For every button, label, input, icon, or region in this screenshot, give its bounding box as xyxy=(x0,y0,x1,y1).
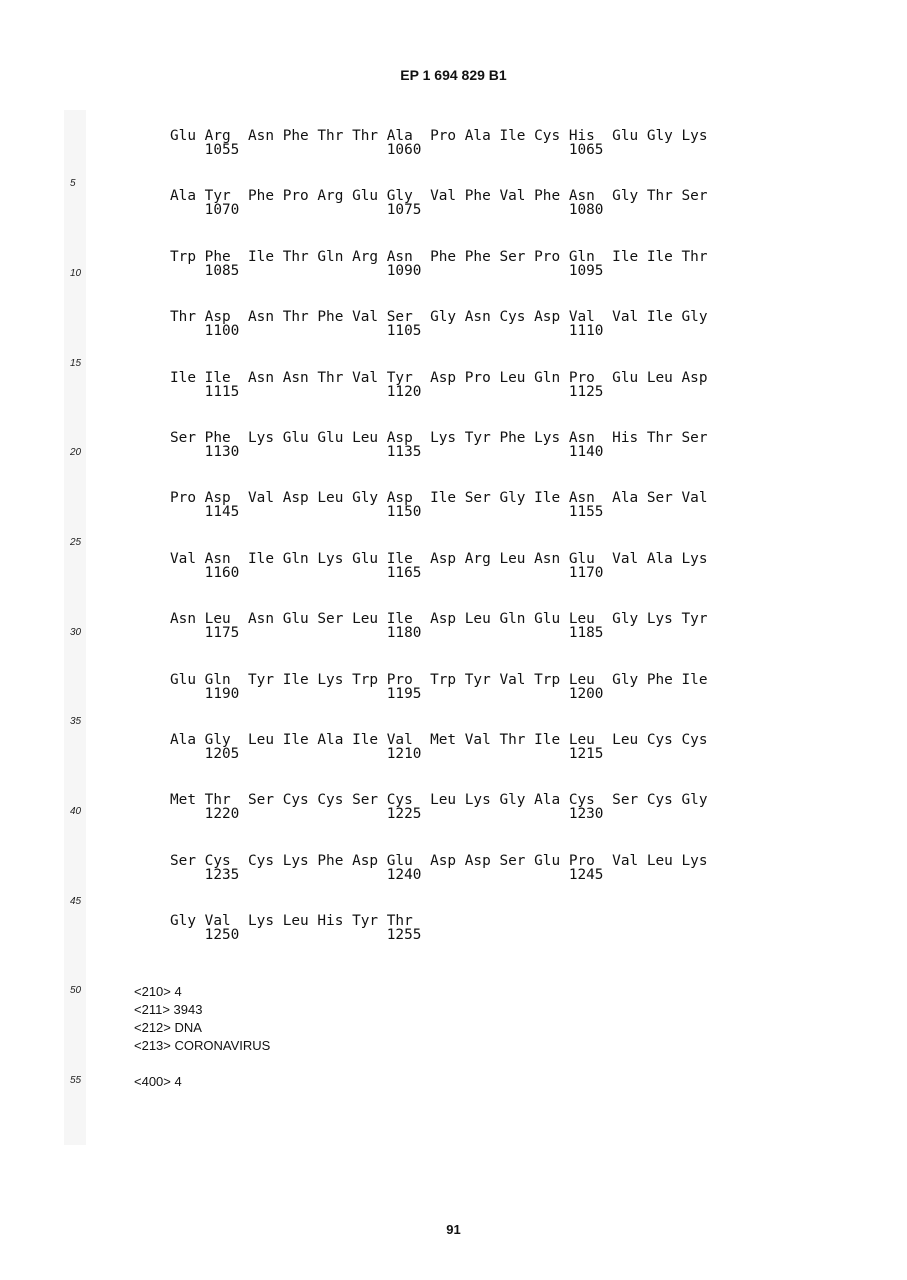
residue: Gln xyxy=(568,248,595,265)
residue: Gly xyxy=(612,611,639,628)
position-number: 1175 xyxy=(204,625,240,642)
residue: Lys xyxy=(681,852,708,869)
residue: Ser xyxy=(646,490,673,507)
residue: Gly xyxy=(352,490,379,507)
residue: Glu xyxy=(386,852,413,869)
residue: Asp xyxy=(204,309,231,326)
residue: Ile xyxy=(534,490,561,507)
residue: Asp xyxy=(430,550,457,567)
residue: Gly xyxy=(430,309,457,326)
residue: Asp xyxy=(352,852,379,869)
residue: Asp xyxy=(464,852,491,869)
position-number: 1105 xyxy=(386,323,422,340)
residue: Leu xyxy=(430,792,457,809)
position-number: 1165 xyxy=(386,564,422,581)
residue: Thr xyxy=(317,369,344,386)
position-number: 1120 xyxy=(386,383,422,400)
residue: Trp xyxy=(534,671,561,688)
residue: Tyr xyxy=(204,188,231,205)
residue: Cys xyxy=(317,792,344,809)
residue: Val xyxy=(248,490,275,507)
sequence-row xyxy=(170,611,770,645)
residue: Ile xyxy=(646,309,673,326)
position-number: 1065 xyxy=(568,142,604,158)
residue: His xyxy=(612,430,639,446)
residue: Lys xyxy=(681,550,708,567)
residue: Glu xyxy=(534,852,561,869)
residue: Lys xyxy=(317,671,344,688)
residue: Leu xyxy=(568,732,595,748)
residue: Cys xyxy=(282,792,309,809)
residue: Pro xyxy=(282,188,309,205)
position-number: 1195 xyxy=(386,685,422,702)
residue: Ile xyxy=(352,732,379,748)
residue: Cys xyxy=(646,792,673,809)
residue: Lys xyxy=(464,792,491,809)
position-number: 1185 xyxy=(568,625,604,642)
residue: Ser xyxy=(170,430,196,446)
residue: Leu xyxy=(499,550,526,567)
residue: Phe xyxy=(646,671,673,688)
position-number: 1215 xyxy=(568,746,604,762)
position-number: 1240 xyxy=(386,866,422,883)
residue: Leu xyxy=(352,430,379,446)
line-number: 20 xyxy=(70,447,82,458)
position-number: 1205 xyxy=(204,746,240,762)
seq-id-line: <210> 4 xyxy=(134,984,182,999)
residue: Val xyxy=(464,732,491,748)
residue: Leu xyxy=(646,369,673,386)
residue: Cys xyxy=(568,792,595,809)
residue: Ser xyxy=(612,792,639,809)
residue: Thr xyxy=(282,248,309,265)
residue: Ile xyxy=(681,671,708,688)
residue: Tyr xyxy=(352,913,379,930)
residue: Asp xyxy=(386,430,413,446)
residue: Gly xyxy=(612,188,639,205)
sequence-row xyxy=(170,913,770,947)
residue: Pro xyxy=(430,128,457,144)
seq-start-line: <400> 4 xyxy=(134,1074,182,1089)
residue: Ile xyxy=(248,550,275,567)
residue: Ser xyxy=(499,248,526,265)
residue: Trp xyxy=(170,248,196,265)
residue: Val xyxy=(681,490,708,507)
residue: Glu xyxy=(568,550,595,567)
sequence-row xyxy=(170,551,770,585)
residue: Asp xyxy=(534,309,561,326)
line-number: 40 xyxy=(70,806,82,817)
residue: Ile xyxy=(282,732,309,748)
residue: Glu xyxy=(352,550,379,567)
sequence-row xyxy=(170,853,770,887)
residue: Arg xyxy=(352,248,379,265)
residue: Ile xyxy=(646,248,673,265)
residue: Phe xyxy=(317,852,344,869)
residue: Val xyxy=(204,913,231,930)
residue: Lys xyxy=(282,852,309,869)
residue: Pro xyxy=(170,490,196,507)
page-header: EP 1 694 829 B1 xyxy=(400,67,507,83)
line-number: 50 xyxy=(70,985,82,996)
residue: Thr xyxy=(499,732,526,748)
position-number: 1160 xyxy=(204,564,240,581)
residue: Lys xyxy=(681,128,708,144)
residue: Ser xyxy=(248,792,275,809)
residue: Val xyxy=(352,309,379,326)
residue: Ala xyxy=(534,792,561,809)
residue: Ile xyxy=(282,671,309,688)
sequence-row xyxy=(170,490,770,524)
position-number: 1110 xyxy=(568,323,604,340)
residue: Glu xyxy=(612,369,639,386)
residue: Thr xyxy=(170,309,196,326)
residue: Glu xyxy=(170,128,196,144)
position-number: 1145 xyxy=(204,504,240,521)
residue: Gln xyxy=(204,671,231,688)
residue: Met xyxy=(430,732,457,748)
residue: Pro xyxy=(568,852,595,869)
residue: Phe xyxy=(464,248,491,265)
position-number: 1140 xyxy=(568,444,604,460)
residue: Tyr xyxy=(464,671,491,688)
residue: Ala xyxy=(464,128,491,144)
residue: Leu xyxy=(248,732,275,748)
residue: Thr xyxy=(646,430,673,446)
residue: Ala xyxy=(170,732,196,748)
position-number: 1200 xyxy=(568,685,604,702)
residue: Glu xyxy=(317,430,344,446)
residue: Lys xyxy=(317,550,344,567)
residue: His xyxy=(568,128,595,144)
residue: Phe xyxy=(282,128,309,144)
residue: Phe xyxy=(248,188,275,205)
residue: Asn xyxy=(568,430,595,446)
residue: Tyr xyxy=(681,611,708,628)
residue: Val xyxy=(499,188,526,205)
position-number: 1085 xyxy=(204,262,240,279)
sequence-row xyxy=(170,188,770,222)
residue: Gly xyxy=(386,188,413,205)
position-number: 1180 xyxy=(386,625,422,642)
position-number: 1095 xyxy=(568,262,604,279)
residue: Gly xyxy=(170,913,196,930)
residue: Ser xyxy=(499,852,526,869)
residue: Val xyxy=(612,309,639,326)
residue: Pro xyxy=(568,369,595,386)
position-number: 1075 xyxy=(386,202,422,219)
residue: Val xyxy=(352,369,379,386)
sequence-row xyxy=(170,792,770,826)
sequence-row xyxy=(170,672,770,706)
residue: Gly xyxy=(646,128,673,144)
residue: Ile xyxy=(386,611,413,628)
sequence-row xyxy=(170,249,770,283)
residue: Val xyxy=(170,550,196,567)
position-number: 1170 xyxy=(568,564,604,581)
sequence-row xyxy=(170,732,770,766)
position-number: 1220 xyxy=(204,806,240,823)
residue: Arg xyxy=(204,128,231,144)
residue: Lys xyxy=(646,611,673,628)
residue: Cys xyxy=(248,852,275,869)
residue: Glu xyxy=(612,128,639,144)
residue: Ile xyxy=(170,369,196,386)
sequence-row xyxy=(170,430,770,464)
residue: Phe xyxy=(534,188,561,205)
residue: Asn xyxy=(248,128,275,144)
residue: Leu xyxy=(464,611,491,628)
position-number: 1225 xyxy=(386,806,422,823)
residue: Cys xyxy=(646,732,673,748)
line-number: 55 xyxy=(70,1075,82,1086)
residue: Asn xyxy=(170,611,196,628)
residue: Ile xyxy=(386,550,413,567)
residue: Asn xyxy=(204,550,231,567)
residue: Ser xyxy=(464,490,491,507)
residue: Cys xyxy=(534,128,561,144)
line-number: 45 xyxy=(70,896,82,907)
position-number: 1210 xyxy=(386,746,422,762)
residue: Arg xyxy=(464,550,491,567)
residue: Asn xyxy=(534,550,561,567)
residue: Ile xyxy=(612,248,639,265)
residue: Asp xyxy=(430,852,457,869)
residue: Asn xyxy=(248,611,275,628)
page-number: 91 xyxy=(446,1222,461,1237)
residue: Gln xyxy=(282,550,309,567)
position-number: 1080 xyxy=(568,202,604,219)
residue: Asp xyxy=(386,490,413,507)
sequence-row xyxy=(170,309,770,343)
residue: Lys xyxy=(248,430,275,446)
position-number: 1070 xyxy=(204,202,240,219)
residue: Glu xyxy=(534,611,561,628)
position-number: 1130 xyxy=(204,444,240,460)
residue: Trp xyxy=(430,671,457,688)
residue: Cys xyxy=(681,732,708,748)
residue: Ser xyxy=(170,852,196,869)
line-number: 5 xyxy=(70,178,76,189)
line-number: 10 xyxy=(70,268,82,279)
position-number: 1090 xyxy=(386,262,422,279)
position-number: 1055 xyxy=(204,142,240,158)
position-number: 1125 xyxy=(568,383,604,400)
position-number: 1115 xyxy=(204,383,240,400)
residue: Pro xyxy=(534,248,561,265)
residue: Thr xyxy=(352,128,379,144)
residue: Leu xyxy=(568,611,595,628)
position-number: 1245 xyxy=(568,866,604,883)
residue: Thr xyxy=(646,188,673,205)
residue: Ile xyxy=(248,248,275,265)
residue: Cys xyxy=(204,852,231,869)
residue: Asn xyxy=(464,309,491,326)
residue: Ser xyxy=(386,309,413,326)
residue: Asp xyxy=(204,490,231,507)
residue: His xyxy=(317,913,344,930)
position-number: 1150 xyxy=(386,504,422,521)
sequence-row xyxy=(170,128,770,162)
residue: Asn xyxy=(282,369,309,386)
residue: Pro xyxy=(386,671,413,688)
residue: Val xyxy=(430,188,457,205)
residue: Asp xyxy=(430,369,457,386)
residue: Gly xyxy=(681,309,708,326)
residue: Leu xyxy=(352,611,379,628)
residue: Gly xyxy=(499,490,526,507)
residue: Asn xyxy=(568,490,595,507)
residue: Gly xyxy=(681,792,708,809)
position-number: 1190 xyxy=(204,685,240,702)
residue: Gln xyxy=(499,611,526,628)
residue: Asn xyxy=(568,188,595,205)
position-number: 1230 xyxy=(568,806,604,823)
seq-length-line: <211> 3943 xyxy=(134,1002,203,1017)
residue: Gly xyxy=(612,671,639,688)
residue: Arg xyxy=(317,188,344,205)
residue: Val xyxy=(386,732,413,748)
position-number: 1235 xyxy=(204,866,240,883)
residue: Phe xyxy=(430,248,457,265)
residue: Ser xyxy=(317,611,344,628)
residue: Asp xyxy=(681,369,708,386)
residue: Val xyxy=(568,309,595,326)
residue: Leu xyxy=(568,671,595,688)
residue: Leu xyxy=(499,369,526,386)
residue: Thr xyxy=(204,792,231,809)
residue: Leu xyxy=(317,490,344,507)
residue: Ser xyxy=(681,430,708,446)
residue: Asn xyxy=(386,248,413,265)
residue: Thr xyxy=(317,128,344,144)
residue: Asn xyxy=(248,309,275,326)
residue: Phe xyxy=(317,309,344,326)
residue: Val xyxy=(499,671,526,688)
line-number: 25 xyxy=(70,537,82,548)
position-number: 1060 xyxy=(386,142,422,158)
residue: Glu xyxy=(352,188,379,205)
residue: Ala xyxy=(386,128,413,144)
residue: Thr xyxy=(386,913,413,930)
residue: Gln xyxy=(317,248,344,265)
residue: Thr xyxy=(282,309,309,326)
residue: Ser xyxy=(681,188,708,205)
residue: Glu xyxy=(170,671,196,688)
residue: Phe xyxy=(499,430,526,446)
seq-organism-line: <213> CORONAVIRUS xyxy=(134,1038,271,1053)
residue: Val xyxy=(612,852,639,869)
residue: Tyr xyxy=(248,671,275,688)
residue: Met xyxy=(170,792,196,809)
residue: Lys xyxy=(534,430,561,446)
residue: Phe xyxy=(204,430,231,446)
residue: Gly xyxy=(204,732,231,748)
sequence-row xyxy=(170,370,770,404)
residue: Phe xyxy=(464,188,491,205)
seq-type-line: <212> DNA xyxy=(134,1020,202,1035)
residue: Cys xyxy=(499,309,526,326)
residue: Leu xyxy=(646,852,673,869)
residue: Asp xyxy=(430,611,457,628)
residue: Cys xyxy=(386,792,413,809)
residue: Ile xyxy=(534,732,561,748)
residue: Glu xyxy=(282,430,309,446)
position-number: 1250 xyxy=(204,927,240,944)
residue: Leu xyxy=(204,611,231,628)
residue: Asp xyxy=(282,490,309,507)
position-number: 1100 xyxy=(204,323,240,340)
residue: Pro xyxy=(464,369,491,386)
residue: Glu xyxy=(282,611,309,628)
residue: Ala xyxy=(170,188,196,205)
residue: Trp xyxy=(352,671,379,688)
residue: Gln xyxy=(534,369,561,386)
position-number: 1255 xyxy=(386,927,422,944)
residue: Ile xyxy=(499,128,526,144)
residue: Leu xyxy=(282,913,309,930)
residue: Thr xyxy=(681,248,708,265)
residue: Asn xyxy=(248,369,275,386)
residue: Phe xyxy=(204,248,231,265)
residue: Ser xyxy=(352,792,379,809)
residue: Ala xyxy=(317,732,344,748)
residue: Tyr xyxy=(386,369,413,386)
residue: Gly xyxy=(499,792,526,809)
line-number: 30 xyxy=(70,627,82,638)
position-number: 1135 xyxy=(386,444,422,460)
residue: Lys xyxy=(248,913,275,930)
residue: Ile xyxy=(204,369,231,386)
residue: Ala xyxy=(646,550,673,567)
residue: Ile xyxy=(430,490,457,507)
position-number: 1155 xyxy=(568,504,604,521)
residue: Tyr xyxy=(464,430,491,446)
residue: Lys xyxy=(430,430,457,446)
line-number: 15 xyxy=(70,358,82,369)
residue: Ala xyxy=(612,490,639,507)
line-number: 35 xyxy=(70,716,82,727)
residue: Leu xyxy=(612,732,639,748)
residue: Val xyxy=(612,550,639,567)
